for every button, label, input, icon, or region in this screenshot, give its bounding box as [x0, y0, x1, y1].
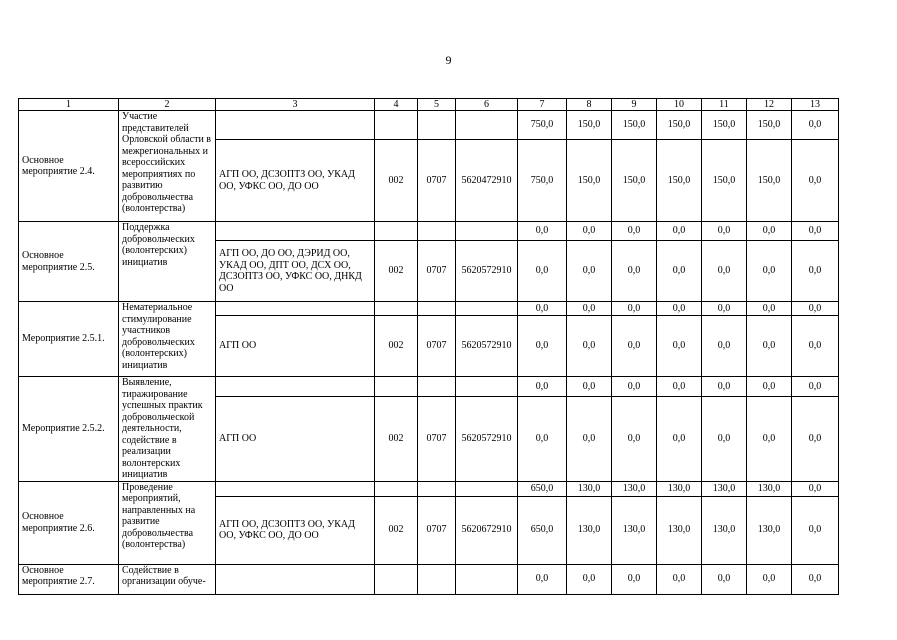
- amount-cell: 0,0: [518, 377, 567, 397]
- target-article-cell: 5620572910: [456, 397, 518, 481]
- amount-cell: 0,0: [702, 316, 747, 377]
- table-row: [19, 564, 839, 594]
- code-cell: [375, 377, 418, 397]
- amount-cell: 150,0: [612, 140, 657, 222]
- amount-cell: 0,0: [567, 222, 612, 241]
- amount-cell: 0,0: [702, 397, 747, 481]
- activity-description-cell: Участие представителей Орловской области в межрегиональных и всероссийских мероприятиях по развитию добровольчества (волонтерства): [119, 111, 216, 222]
- amount-cell: 650,0: [518, 481, 567, 496]
- amount-cell: 150,0: [702, 140, 747, 222]
- header-cell: 8: [567, 99, 612, 111]
- amount-cell: 0,0: [792, 496, 839, 564]
- header-cell: 5: [418, 99, 456, 111]
- amount-cell: 0,0: [792, 564, 839, 594]
- activity-name-cell: Основное мероприятие 2.7.: [19, 564, 119, 594]
- activity-description-cell: Проведение мероприятий, направленных на развитие добровольчества (волонтерства): [119, 481, 216, 564]
- section-cell: [418, 481, 456, 496]
- budget-table: [18, 98, 839, 595]
- amount-cell: 0,0: [567, 397, 612, 481]
- amount-cell: 0,0: [702, 222, 747, 241]
- amount-cell: 0,0: [518, 397, 567, 481]
- activity-name-cell: Основное мероприятие 2.4.: [19, 111, 119, 222]
- activity-description-cell: Поддержка добровольческих (волонтерских) инициатив: [119, 222, 216, 302]
- amount-cell: 0,0: [747, 241, 792, 302]
- amount-cell: 750,0: [518, 140, 567, 222]
- amount-cell: 0,0: [702, 377, 747, 397]
- amount-cell: 650,0: [518, 496, 567, 564]
- amount-cell: 150,0: [612, 111, 657, 140]
- header-cell: 13: [792, 99, 839, 111]
- header-cell: 7: [518, 99, 567, 111]
- target-article-cell: [456, 481, 518, 496]
- code-cell: 002: [375, 241, 418, 302]
- amount-cell: 130,0: [567, 481, 612, 496]
- amount-cell: 150,0: [747, 140, 792, 222]
- amount-cell: 130,0: [657, 481, 702, 496]
- executor-cell: [216, 377, 375, 397]
- amount-cell: 150,0: [567, 140, 612, 222]
- activity-description-cell: Выявление, тиражирование успешных практик добровольческой деятельности, содействие в реализации волонтерских инициатив: [119, 377, 216, 482]
- amount-cell: 150,0: [657, 111, 702, 140]
- activity-name-cell: Основное мероприятие 2.6.: [19, 481, 119, 564]
- amount-cell: 0,0: [567, 316, 612, 377]
- amount-cell: 0,0: [702, 564, 747, 594]
- amount-cell: 130,0: [567, 496, 612, 564]
- activity-description-cell: Нематериальное стимулирование участников добровольческих (волонтерских) инициатив: [119, 302, 216, 377]
- target-article-cell: [456, 302, 518, 316]
- amount-cell: 0,0: [518, 564, 567, 594]
- code-cell: 002: [375, 496, 418, 564]
- section-cell: [418, 564, 456, 594]
- executor-cell: [216, 481, 375, 496]
- section-cell: [418, 111, 456, 140]
- header-row: [19, 99, 839, 111]
- target-article-cell: 5620572910: [456, 316, 518, 377]
- amount-cell: 150,0: [567, 111, 612, 140]
- header-cell: 11: [702, 99, 747, 111]
- section-cell: 0707: [418, 241, 456, 302]
- amount-cell: 130,0: [747, 496, 792, 564]
- amount-cell: 0,0: [747, 302, 792, 316]
- amount-cell: 0,0: [792, 377, 839, 397]
- amount-cell: 0,0: [747, 564, 792, 594]
- executor-cell: АГП ОО, ДСЗОПТЗ ОО, УКАД ОО, УФКС ОО, ДО ОО: [216, 496, 375, 564]
- amount-cell: 0,0: [657, 564, 702, 594]
- amount-cell: 130,0: [612, 481, 657, 496]
- code-cell: 002: [375, 316, 418, 377]
- amount-cell: 750,0: [518, 111, 567, 140]
- amount-cell: 0,0: [792, 397, 839, 481]
- amount-cell: 0,0: [612, 377, 657, 397]
- header-cell: 3: [216, 99, 375, 111]
- amount-cell: 130,0: [702, 496, 747, 564]
- amount-cell: 0,0: [747, 316, 792, 377]
- activity-name-cell: Мероприятие 2.5.1.: [19, 302, 119, 377]
- amount-cell: 130,0: [612, 496, 657, 564]
- amount-cell: 0,0: [657, 222, 702, 241]
- table-row: [19, 111, 839, 140]
- amount-cell: 0,0: [612, 222, 657, 241]
- amount-cell: 0,0: [792, 241, 839, 302]
- amount-cell: 150,0: [657, 140, 702, 222]
- target-article-cell: 5620572910: [456, 241, 518, 302]
- amount-cell: 0,0: [518, 316, 567, 377]
- amount-cell: 0,0: [657, 302, 702, 316]
- amount-cell: 0,0: [792, 316, 839, 377]
- target-article-cell: [456, 222, 518, 241]
- activity-name-cell: Мероприятие 2.5.2.: [19, 377, 119, 482]
- section-cell: 0707: [418, 140, 456, 222]
- amount-cell: 0,0: [567, 302, 612, 316]
- amount-cell: 0,0: [612, 316, 657, 377]
- executor-cell: АГП ОО: [216, 316, 375, 377]
- executor-cell: [216, 111, 375, 140]
- amount-cell: 0,0: [747, 397, 792, 481]
- table-row: [19, 222, 839, 241]
- amount-cell: 0,0: [792, 302, 839, 316]
- executor-cell: АГП ОО, ДО ОО, ДЭРИД ОО, УКАД ОО, ДПТ ОО, ДСХ ОО, ДСЗОПТЗ ОО, УФКС ОО, ДНКД ОО: [216, 241, 375, 302]
- amount-cell: 0,0: [612, 302, 657, 316]
- amount-cell: 0,0: [567, 377, 612, 397]
- activity-description-cell: Содействие в организации обуче-: [119, 564, 216, 594]
- target-article-cell: [456, 377, 518, 397]
- target-article-cell: 5620472910: [456, 140, 518, 222]
- amount-cell: 0,0: [702, 302, 747, 316]
- amount-cell: 0,0: [657, 397, 702, 481]
- executor-cell: [216, 564, 375, 594]
- amount-cell: 0,0: [567, 564, 612, 594]
- header-cell: 1: [19, 99, 119, 111]
- section-cell: 0707: [418, 316, 456, 377]
- code-cell: [375, 481, 418, 496]
- table-row: [19, 302, 839, 316]
- amount-cell: 0,0: [518, 302, 567, 316]
- amount-cell: 130,0: [657, 496, 702, 564]
- header-cell: 4: [375, 99, 418, 111]
- section-cell: [418, 222, 456, 241]
- header-cell: 12: [747, 99, 792, 111]
- amount-cell: 150,0: [702, 111, 747, 140]
- amount-cell: 0,0: [657, 241, 702, 302]
- table-row: [19, 377, 839, 397]
- amount-cell: 0,0: [792, 140, 839, 222]
- amount-cell: 130,0: [747, 481, 792, 496]
- target-article-cell: 5620672910: [456, 496, 518, 564]
- amount-cell: 0,0: [657, 377, 702, 397]
- amount-cell: 0,0: [518, 222, 567, 241]
- section-cell: 0707: [418, 496, 456, 564]
- section-cell: [418, 377, 456, 397]
- executor-cell: [216, 302, 375, 316]
- amount-cell: 0,0: [612, 564, 657, 594]
- activity-name-cell: Основное мероприятие 2.5.: [19, 222, 119, 302]
- section-cell: [418, 302, 456, 316]
- amount-cell: 0,0: [792, 481, 839, 496]
- executor-cell: АГП ОО, ДСЗОПТЗ ОО, УКАД ОО, УФКС ОО, ДО ОО: [216, 140, 375, 222]
- amount-cell: 130,0: [702, 481, 747, 496]
- target-article-cell: [456, 564, 518, 594]
- code-cell: [375, 302, 418, 316]
- code-cell: [375, 564, 418, 594]
- amount-cell: 0,0: [702, 241, 747, 302]
- code-cell: [375, 222, 418, 241]
- code-cell: [375, 111, 418, 140]
- amount-cell: 0,0: [518, 241, 567, 302]
- section-cell: 0707: [418, 397, 456, 481]
- amount-cell: 0,0: [657, 316, 702, 377]
- amount-cell: 0,0: [747, 377, 792, 397]
- header-cell: 2: [119, 99, 216, 111]
- table-row: [19, 481, 839, 496]
- header-cell: 9: [612, 99, 657, 111]
- executor-cell: АГП ОО: [216, 397, 375, 481]
- amount-cell: 0,0: [612, 241, 657, 302]
- page-number: 9: [445, 53, 452, 67]
- code-cell: 002: [375, 140, 418, 222]
- header-cell: 6: [456, 99, 518, 111]
- amount-cell: 150,0: [747, 111, 792, 140]
- amount-cell: 0,0: [747, 222, 792, 241]
- amount-cell: 0,0: [792, 222, 839, 241]
- code-cell: 002: [375, 397, 418, 481]
- amount-cell: 0,0: [567, 241, 612, 302]
- amount-cell: 0,0: [612, 397, 657, 481]
- target-article-cell: [456, 111, 518, 140]
- executor-cell: [216, 222, 375, 241]
- amount-cell: 0,0: [792, 111, 839, 140]
- header-cell: 10: [657, 99, 702, 111]
